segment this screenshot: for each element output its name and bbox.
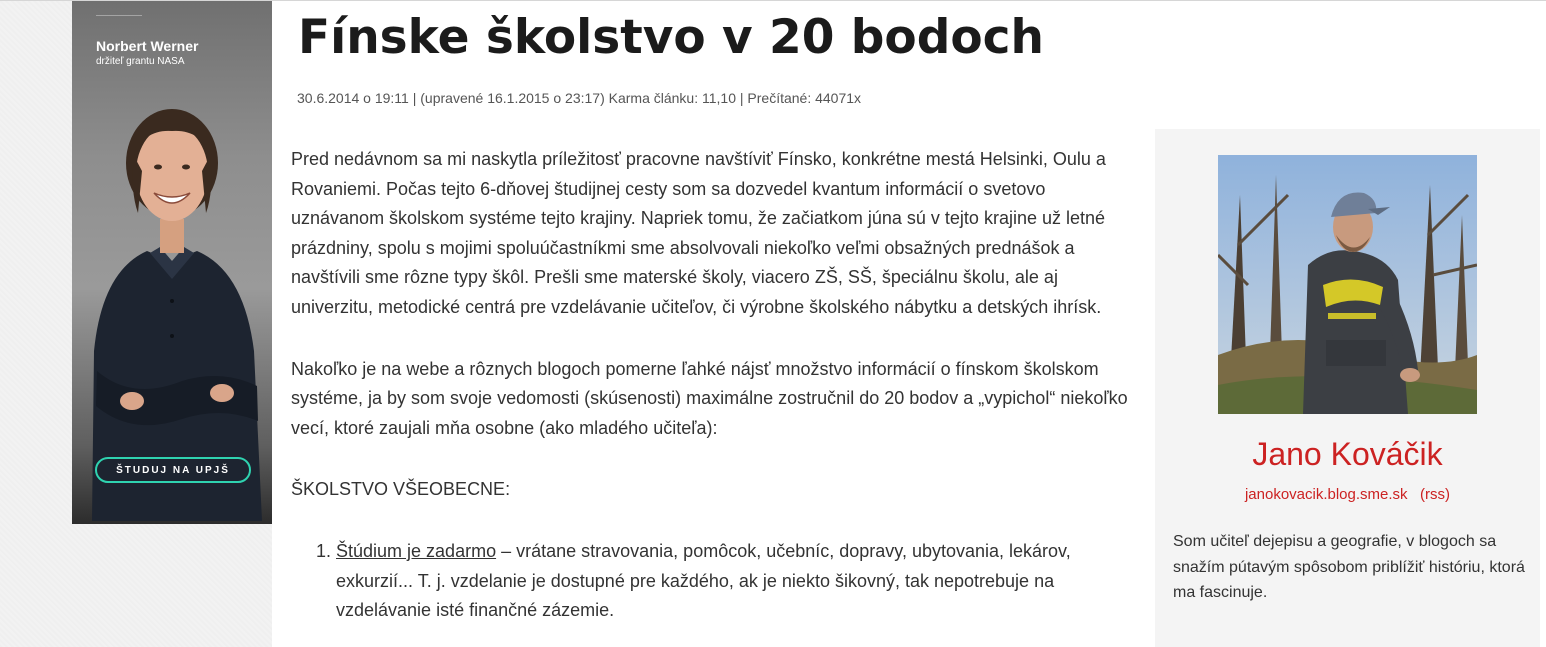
- ad-banner[interactable]: [72, 1, 272, 524]
- ad-person-name: Norbert Werner: [96, 38, 199, 54]
- list-item-highlight: Štúdium je zadarmo: [336, 540, 497, 561]
- article-title: Fínske školstvo v 20 bodoch: [298, 10, 1044, 65]
- author-name[interactable]: Jano Kováčik: [1252, 436, 1443, 472]
- article-list: [291, 537, 1141, 626]
- author-links: [1155, 486, 1540, 503]
- author-rss-link[interactable]: (rss): [1420, 486, 1451, 503]
- ad-person-subtitle: držiteľ grantu NASA: [96, 56, 185, 67]
- list-item-text: – vrátane stravovania, pomôcok, učebníc, dopravy, ubytovania, lekárov, exkurzií... T. j. vzdelanie je dostupné pre každého, ak je niekto šikovný, tak nepotrebuje na vzdelávanie isté finančné zázemie.: [336, 540, 1071, 621]
- article-meta: 30.6.2014 o 19:11 | (upravené 16.1.2015 o 23:17) Karma článku: 11,10 | Prečítané: 44071x: [297, 90, 862, 106]
- section-heading: ŠKOLSTVO VŠEOBECNE:: [291, 479, 511, 500]
- article-paragraph-2: Nakoľko je na webe a rôznych blogoch pomerne ľahké nájsť množstvo informácií o fínskom školskom systéme, ja by som svoje vedomosti (skúsenosti) maximálne zostručnil do 20 bodov a „vypichol“ niekoľko vecí, ktoré zaujali mňa osobne (ako mladého učiteľa):: [291, 358, 1128, 438]
- ad-divider: [96, 15, 142, 16]
- article-paragraph-1: Pred nedávnom sa mi naskytla príležitosť pracovne navštíviť Fínsko, konkrétne mestá Helsinki, Oulu a Rovaniemi. Počas tejto 6-dňovej študijnej cesty som sa dozvedel kvantum informácií o svetovo uznávanom školskom systéme tejto krajiny. Napriek tomu, že začiatkom júna sú v tejto krajine už letné prázdniny, spolu s mojimi spoluúčastníkmi sme absolvovali niekoľko veľmi obsažných prednášok a navštívili sme rôzne typy škôl. Prešli sme materské školy, viacero ZŠ, SŠ, špeciálnu školu, ale aj univerzitu, metodické centrá pre vzdelávanie učiteľov, či výrobne školského nábytku a detských ihrísk.: [291, 149, 1106, 317]
- article-body: [291, 145, 1141, 626]
- list-item: [336, 537, 1141, 626]
- author-bio: Som učiteľ dejepisu a geografie, v blogoch sa snažím pútavým spôsobom priblížiť históriu, ktorá ma fascinuje.: [1173, 533, 1525, 601]
- author-blog-link[interactable]: janokovacik.blog.sme.sk: [1244, 486, 1408, 503]
- ad-cta-button[interactable]: ŠTUDUJ NA UPJŠ: [95, 457, 251, 483]
- author-avatar[interactable]: [1218, 155, 1477, 414]
